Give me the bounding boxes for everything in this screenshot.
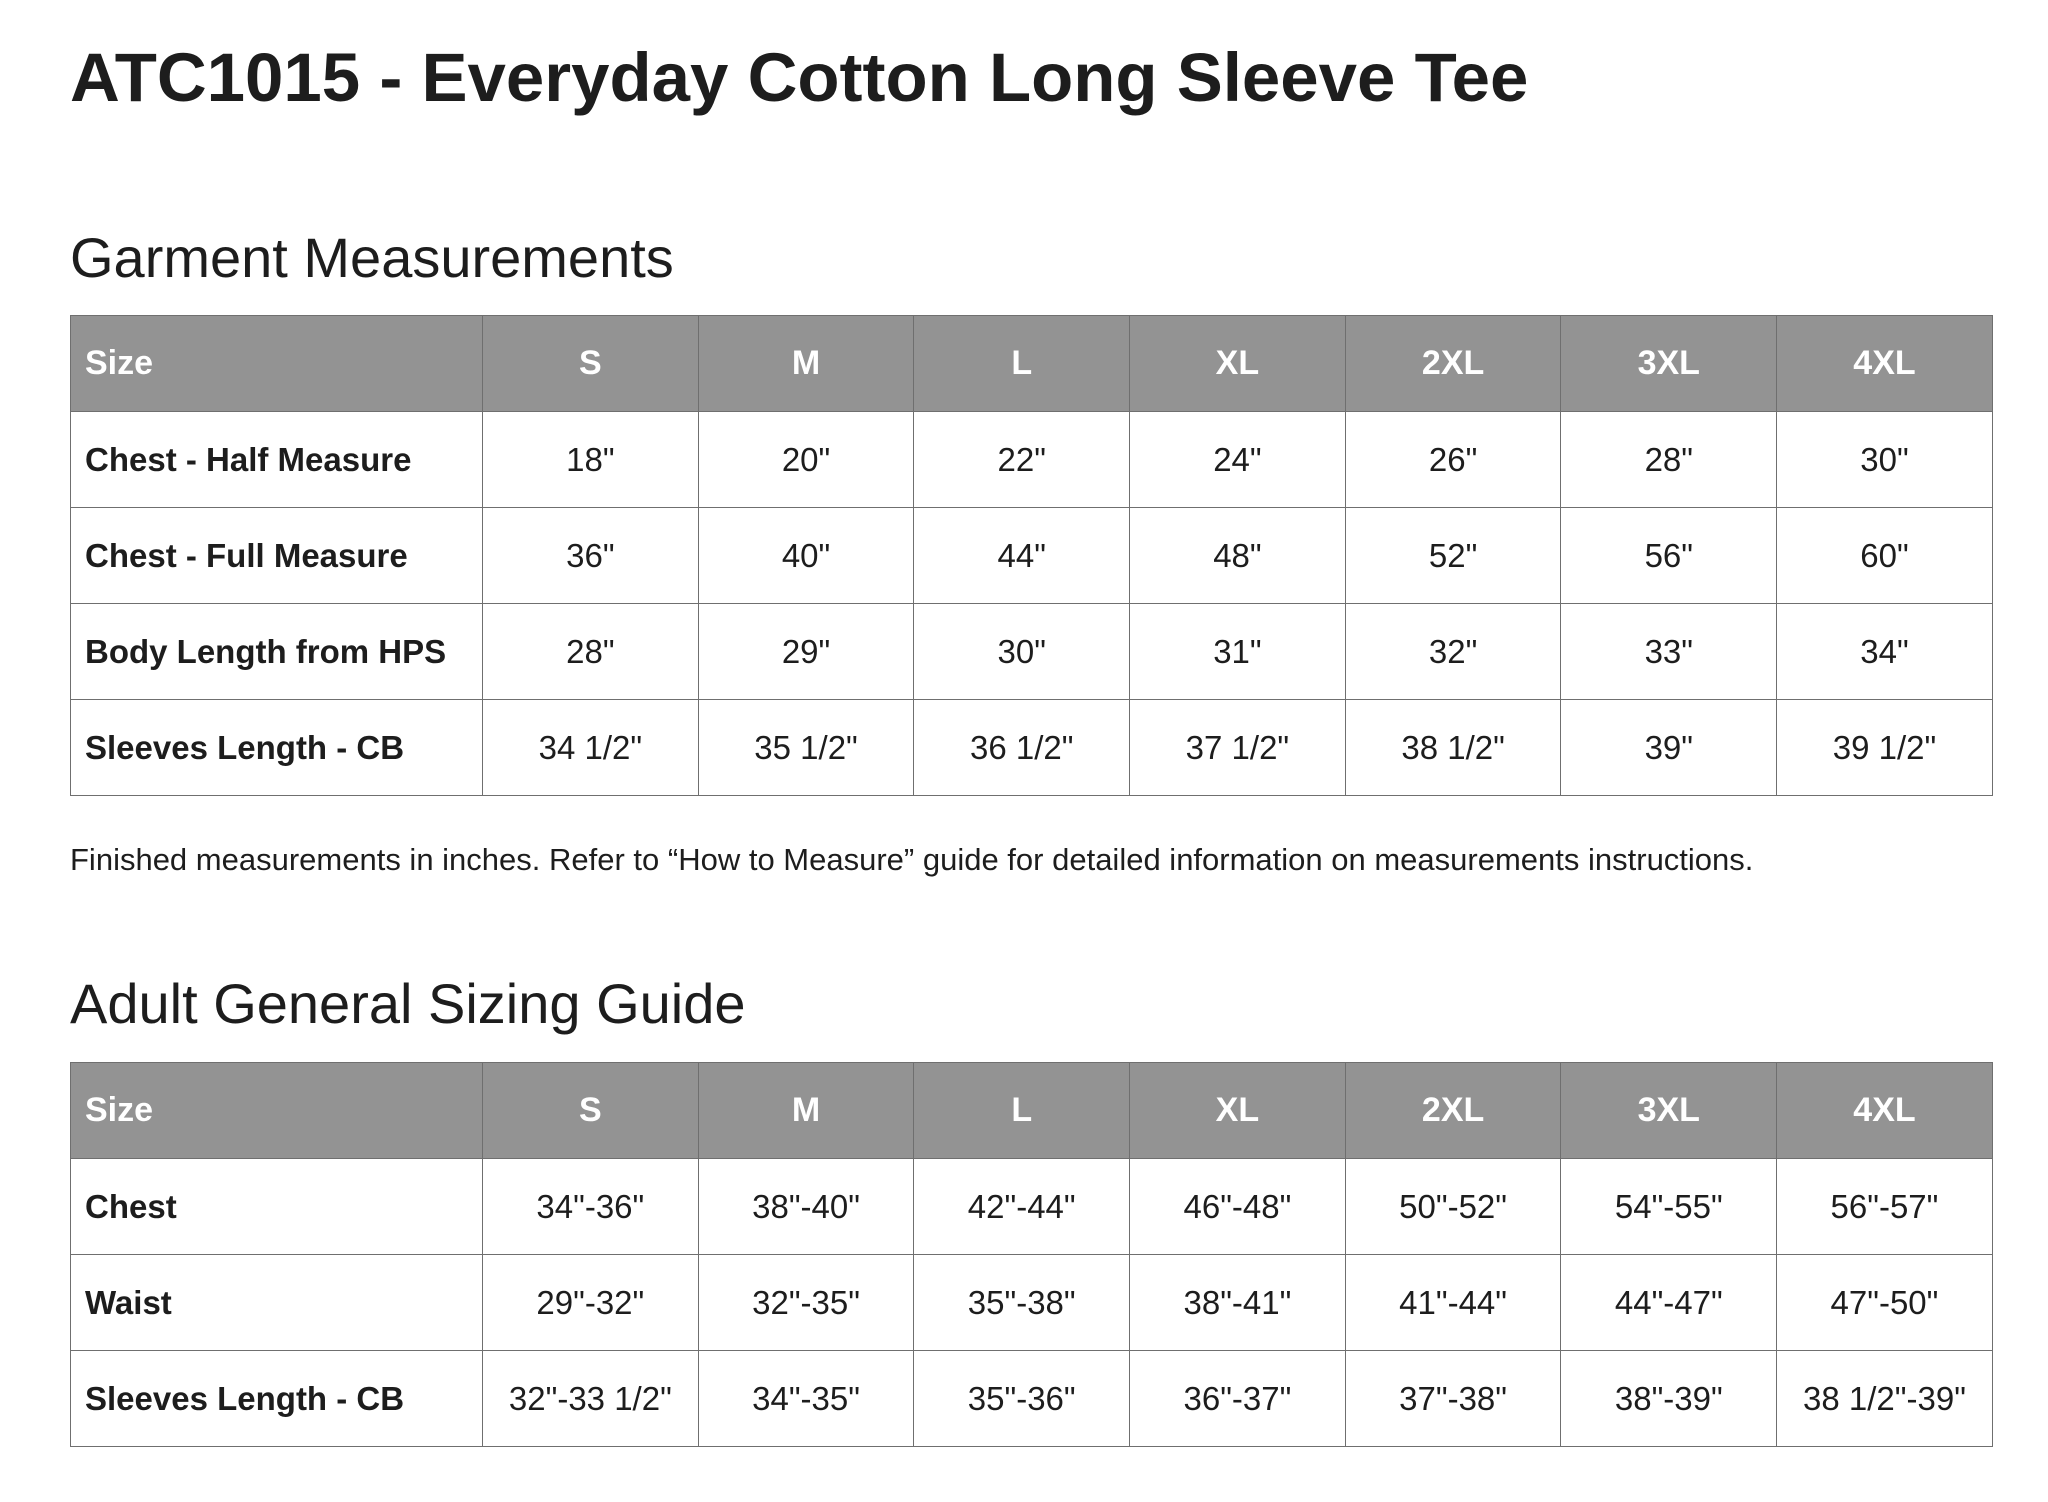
header-cell: 4XL: [1777, 1063, 1993, 1159]
table-cell: 44": [914, 508, 1130, 604]
header-cell: M: [698, 316, 914, 412]
header-cell: XL: [1130, 316, 1346, 412]
table-cell: 30": [914, 604, 1130, 700]
header-cell: 2XL: [1345, 316, 1561, 412]
table-row: [71, 700, 1993, 796]
table-cell: 46"-48": [1130, 1159, 1346, 1255]
row-label: Chest - Full Measure: [71, 508, 483, 604]
table-cell: 29"-32": [483, 1255, 699, 1351]
table-cell: 41"-44": [1345, 1255, 1561, 1351]
table-cell: 33": [1561, 604, 1777, 700]
table-cell: 38"-41": [1130, 1255, 1346, 1351]
table-row: [71, 1159, 1993, 1255]
page-title: ATC1015 - Everyday Cotton Long Sleeve Tee: [70, 39, 1529, 116]
table-cell: 38 1/2": [1345, 700, 1561, 796]
table-cell: 26": [1345, 412, 1561, 508]
table-cell: 39 1/2": [1777, 700, 1993, 796]
table-cell: 24": [1130, 412, 1346, 508]
table-cell: 40": [698, 508, 914, 604]
header-cell: S: [483, 1063, 699, 1159]
header-cell: L: [914, 316, 1130, 412]
header-cell: Size: [71, 1063, 483, 1159]
table-cell: 35 1/2": [698, 700, 914, 796]
table-cell: 37"-38": [1345, 1351, 1561, 1447]
table-cell: 18": [483, 412, 699, 508]
header-cell: 2XL: [1345, 1063, 1561, 1159]
table-cell: 35"-38": [914, 1255, 1130, 1351]
measurements-footnote: Finished measurements in inches. Refer to “How to Measure” guide for detailed information on measurements instructions.: [70, 842, 1754, 877]
table-cell: 39": [1561, 700, 1777, 796]
table-cell: 29": [698, 604, 914, 700]
garment-measurements-heading: Garment Measurements: [70, 226, 674, 289]
table-row: [71, 1351, 1993, 1447]
header-cell: Size: [71, 316, 483, 412]
table-cell: 20": [698, 412, 914, 508]
table-cell: 22": [914, 412, 1130, 508]
header-cell: 3XL: [1561, 1063, 1777, 1159]
row-label: Sleeves Length - CB: [71, 1351, 483, 1447]
table-cell: 35"-36": [914, 1351, 1130, 1447]
garment-measurements-table: [70, 315, 1993, 796]
table-cell: 28": [1561, 412, 1777, 508]
header-cell: S: [483, 316, 699, 412]
table-cell: 34"-35": [698, 1351, 914, 1447]
header-cell: M: [698, 1063, 914, 1159]
table-cell: 36"-37": [1130, 1351, 1346, 1447]
table-cell: 30": [1777, 412, 1993, 508]
table-header-row: [71, 316, 1993, 412]
table-cell: 32"-35": [698, 1255, 914, 1351]
table-row: [71, 604, 1993, 700]
table-cell: 32": [1345, 604, 1561, 700]
table-cell: 34": [1777, 604, 1993, 700]
table-cell: 47"-50": [1777, 1255, 1993, 1351]
row-label: Chest - Half Measure: [71, 412, 483, 508]
table-cell: 38"-40": [698, 1159, 914, 1255]
table-row: [71, 508, 1993, 604]
table-cell: 37 1/2": [1130, 700, 1346, 796]
table-cell: 31": [1130, 604, 1346, 700]
table-cell: 34 1/2": [483, 700, 699, 796]
table-cell: 60": [1777, 508, 1993, 604]
table-cell: 36 1/2": [914, 700, 1130, 796]
row-label: Body Length from HPS: [71, 604, 483, 700]
table-cell: 32"-33 1/2": [483, 1351, 699, 1447]
table-cell: 50"-52": [1345, 1159, 1561, 1255]
header-cell: 3XL: [1561, 316, 1777, 412]
table-cell: 36": [483, 508, 699, 604]
table-row: [71, 412, 1993, 508]
table-cell: 56": [1561, 508, 1777, 604]
table-cell: 54"-55": [1561, 1159, 1777, 1255]
row-label: Waist: [71, 1255, 483, 1351]
table-cell: 44"-47": [1561, 1255, 1777, 1351]
table-row: [71, 1255, 1993, 1351]
table-cell: 38"-39": [1561, 1351, 1777, 1447]
header-cell: XL: [1130, 1063, 1346, 1159]
table-cell: 56"-57": [1777, 1159, 1993, 1255]
table-cell: 28": [483, 604, 699, 700]
table-cell: 34"-36": [483, 1159, 699, 1255]
row-label: Sleeves Length - CB: [71, 700, 483, 796]
row-label: Chest: [71, 1159, 483, 1255]
header-cell: 4XL: [1777, 316, 1993, 412]
table-cell: 42"-44": [914, 1159, 1130, 1255]
header-cell: L: [914, 1063, 1130, 1159]
table-cell: 38 1/2"-39": [1777, 1351, 1993, 1447]
table-cell: 48": [1130, 508, 1346, 604]
table-header-row: [71, 1063, 1993, 1159]
table-cell: 52": [1345, 508, 1561, 604]
adult-sizing-guide-heading: Adult General Sizing Guide: [70, 972, 746, 1035]
adult-sizing-guide-table: [70, 1062, 1993, 1447]
